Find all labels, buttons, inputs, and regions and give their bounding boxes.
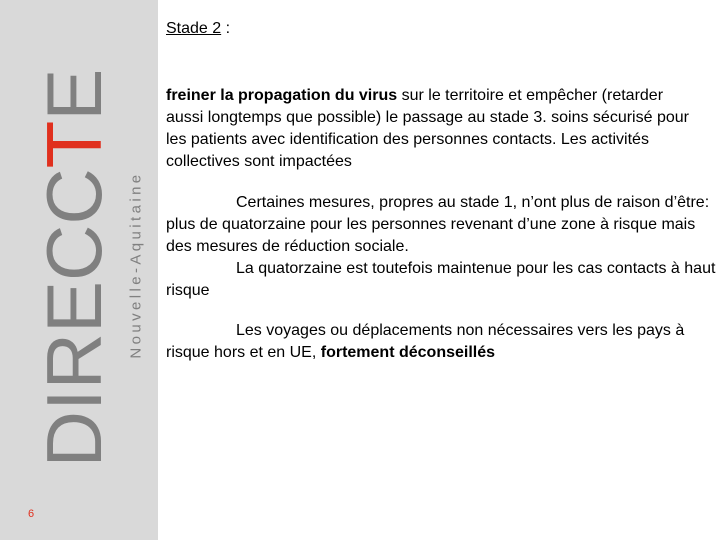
paragraph-objective bbox=[166, 85, 696, 173]
stage-suffix: : bbox=[221, 20, 231, 37]
sidebar bbox=[0, 0, 158, 540]
page-number: 6 bbox=[28, 508, 35, 520]
region-label: Nouvelle-Aquitaine bbox=[127, 171, 145, 359]
paragraph-measures bbox=[166, 192, 718, 302]
paragraph-travel bbox=[166, 320, 696, 364]
brand-text-accent: T bbox=[30, 120, 118, 169]
objective-bold: freiner la propagation du virus bbox=[166, 87, 398, 104]
travel-text: Les voyages ou déplacements non nécessaires vers les pays à risque hors et en UE, bbox=[166, 322, 685, 361]
quarantine-text: La quatorzaine est toutefois maintenue pour les cas contacts à haut risque bbox=[166, 260, 716, 299]
brand-text-start: DIRECC bbox=[30, 168, 118, 468]
brand-logo bbox=[30, 68, 118, 468]
stage-label: Stade 2 bbox=[166, 20, 222, 37]
brand-text-end: E bbox=[30, 68, 118, 121]
stage-title bbox=[166, 20, 230, 38]
travel-bold: fortement déconseillés bbox=[320, 344, 496, 361]
measures-text: Certaines mesures, propres au stade 1, n’ont plus de raison d’être: plus de quatorzaine pour les personnes revenant d’une zone à risque mais des mesures de réduction sociale. bbox=[166, 194, 710, 255]
objective-text: sur le territoire et empêcher (retarder aussi longtemps que possible) le passage au stade 3. soins sécurisé pour les patients avec identification des personnes contacts. Les activités collectives sont impactées bbox=[166, 87, 689, 170]
